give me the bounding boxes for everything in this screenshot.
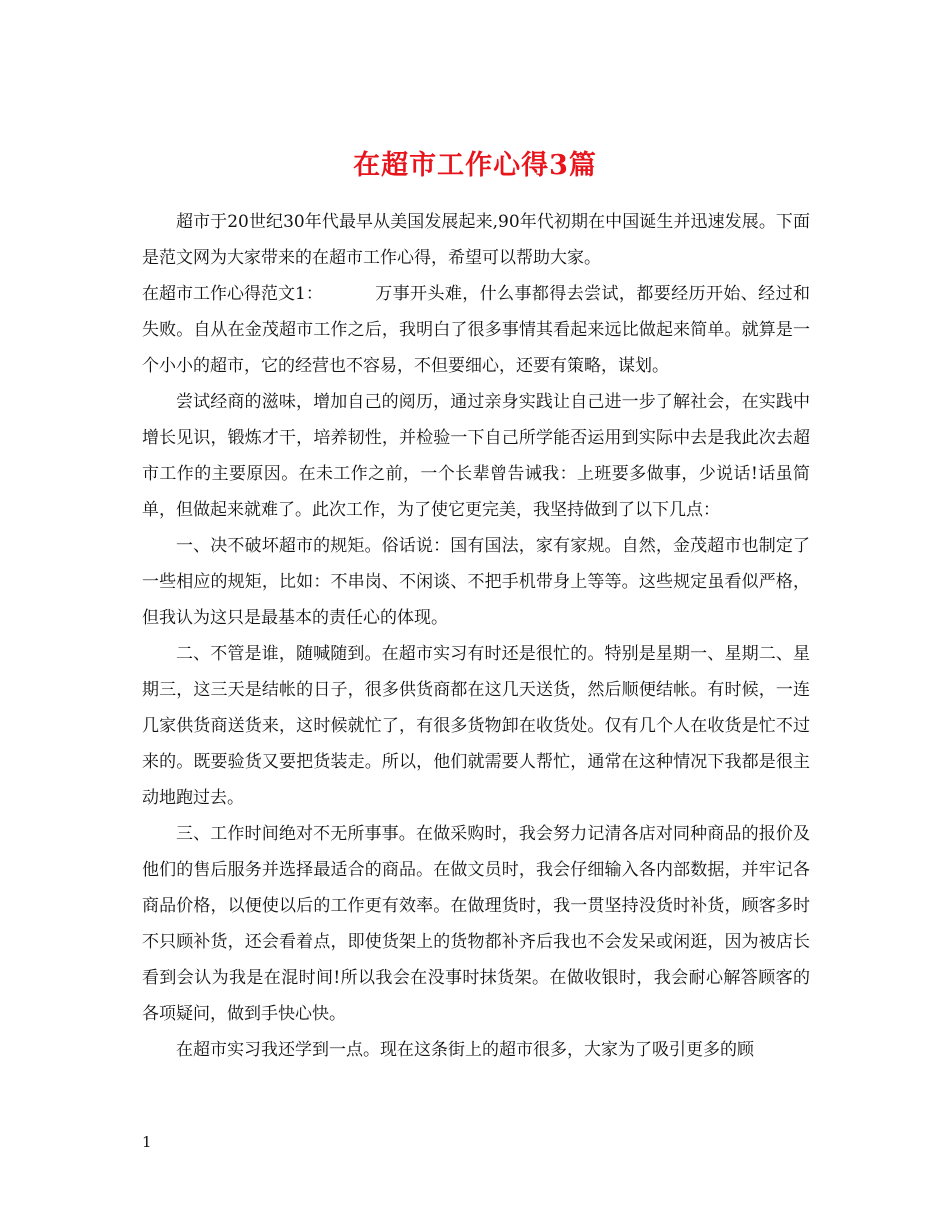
sample-text: 万事开头难，什么事都得去尝试，都要经历开始、经过和失败。自从在金茂超市工作之后，我明白了很多事情其看起来远比做起来简单。就算是一个小小的超市，它的经营也不容易，不但要细心，还要有策略，谋划。 bbox=[142, 284, 810, 376]
reason-paragraph: 尝试经商的滋味，增加自己的阅历，通过亲身实践让自己进一步了解社会，在实践中增长见识，锻炼才干，培养韧性，并检验一下自己所学能否运用到实际中去是我此次去超市工作的主要原因。在未工作之前，一个长辈曾告诫我：上班要多做事，少说话!话虽简单，但做起来就难了。此次工作，为了使它更完美，我坚持做到了以下几点： bbox=[142, 392, 810, 520]
rule-two-paragraph: 二、不管是谁，随喊随到。在超市实习有时还是很忙的。特别是星期一、星期二、星期三，这三天是结帐的日子，很多供货商都在这几天送货，然后顺便结帐。有时候，一连几家供货商送货来，这时候就忙了，有很多货物卸在收货处。仅有几个人在收货是忙不过来的。既要验货又要把货装走。所以，他们就需要人帮忙，通常在这种情况下我都是很主动地跑过去。 bbox=[142, 644, 810, 808]
sample-label: 在超市工作心得范文1： bbox=[142, 284, 323, 304]
document-title: 在超市工作心得3篇 bbox=[353, 150, 597, 182]
document-body bbox=[142, 204, 810, 1068]
rule-one-paragraph: 一、决不破坏超市的规矩。俗话说：国有国法，家有家规。自然，金茂超市也制定了一些相应的规矩，比如：不串岗、不闲谈、不把手机带身上等等。这些规定虽看似严格，但我认为这只是最基本的责任心的体现。 bbox=[142, 536, 810, 628]
closing-paragraph: 在超市实习我还学到一点。现在这条街上的超市很多，大家为了吸引更多的顾 bbox=[176, 1040, 754, 1060]
intro-paragraph: 超市于20世纪30年代最早从美国发展起来,90年代初期在中国诞生并迅速发展。下面是范文网为大家带来的在超市工作心得，希望可以帮助大家。 bbox=[142, 212, 810, 268]
sample-paragraph bbox=[142, 276, 810, 384]
page-number: 1 bbox=[142, 1133, 152, 1151]
rule-three-paragraph: 三、工作时间绝对不无所事事。在做采购时，我会努力记清各店对同种商品的报价及他们的售后服务并选择最适合的商品。在做文员时，我会仔细输入各内部数据，并牢记各商品价格，以便使以后的工作更有效率。在做理货时，我一贯坚持没货时补货，顾客多时不只顾补货，还会看着点，即使货架上的货物都补齐后我也不会发呆或闲逛，因为被店长看到会认为我是在混时间!所以我会在没事时抹货架。在做收银时，我会耐心解答顾客的各项疑问，做到手快心快。 bbox=[142, 824, 810, 1024]
